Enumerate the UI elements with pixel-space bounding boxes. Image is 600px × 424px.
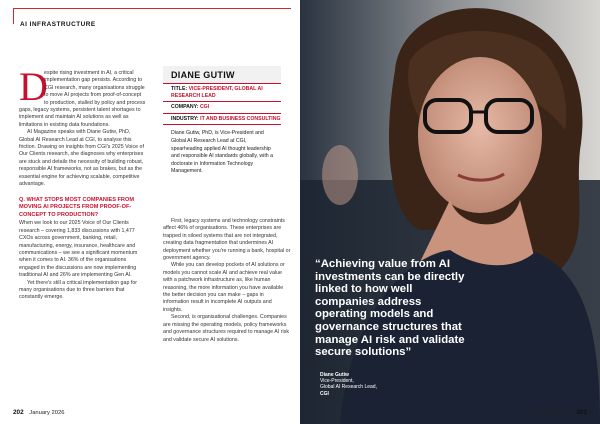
attribution-role-2: Global AI Research Lead,: [320, 384, 377, 391]
industry-label: INDUSTRY:: [171, 115, 199, 122]
folio-left: [13, 409, 64, 416]
profile-box: [163, 66, 281, 176]
site-url[interactable]: aimagazine.com: [529, 410, 572, 416]
body-paragraph-3: Second, is organisational challenges. Companies are missing the operating models, policy frameworks and governance structures required to manage AI risk and validate secure AI solutions.: [163, 314, 290, 343]
attribution-company: CGI: [320, 390, 329, 397]
body-paragraph-2: While you can develop pockets of AI solutions or models you cannot scale AI and achieve real value with a patchwork infrastructure as, like human reasoning, the more information you have available the better decision you can make – gaps in information result in incomplete AI outputs and insights.: [163, 262, 285, 313]
body-column-2: [163, 218, 291, 344]
body-paragraph-1: First, legacy systems and technology constraints affect 46% of organisations. These enterprises are trapped in siloed systems that are not integrated, creating data fragmentation that undermines AI deployment whether you're running a bank, hospital or government agency.: [163, 218, 291, 262]
folio-right: [529, 409, 587, 416]
page-number-left: 202: [13, 409, 24, 416]
portrait-illustration: [300, 0, 600, 424]
issue-date: January 2026: [29, 410, 65, 416]
section-label: AI INFRASTRUCTURE: [20, 21, 96, 28]
intro-paragraph-1: espite rising investment in AI, a critical implementation gap persists. According to CGI research, many organisations struggle to move AI projects from proof-of-concept to production, stalled by policy and process gaps, legacy systems, persistent talent shortages to implement and maintain AI solutions as well as limitations in existing data foundations.: [19, 70, 146, 128]
industry-value: IT AND BUSINESS CONSULTING: [200, 115, 281, 122]
title-value: VICE-PRESIDENT, GLOBAL AI RESEARCH LEAD: [171, 86, 263, 99]
profile-title-row: [163, 83, 281, 101]
answer-paragraph-2: Yet there's still a critical implementation gap for many organisations due to three barriers that constantly emerge.: [19, 279, 138, 301]
drop-cap: D: [19, 64, 48, 109]
portrait-photo: [300, 0, 600, 424]
intro-paragraph-2: AI Magazine speaks with Diane Gutiw, PhD, Global AI Research Lead at CGI, to analyse this friction. Drawing on insights from CGI's 2025 Voice of Our Clients research, she diagnoses why enterprises are stuck and details the necessity of building robust, responsible AI frameworks, not as brakes, but as the essential engine for achieving scalable, competitive advantage.: [19, 129, 144, 188]
answer-paragraph-1: When we look to our 2025 Voice of Our Clients research – covering 1,833 discussions with 1,477 CXOs across government, banking, retail, manufacturing, energy, insurance, healthcare and communications – we see a significant momentum when it comes to AI. 36% of the organisations engaged in the discussions are now implementing traditional AI and 26% are implementing Gen AI.: [19, 220, 138, 279]
pull-quote: “Achieving value from AI investments can be directly linked to how well companies address operating models and governance structures that manage AI risk and validate secure solutions”: [315, 258, 465, 359]
quote-attribution: [320, 372, 410, 397]
profile-name: DIANE GUTIW: [163, 66, 281, 83]
page-number-right: 203: [576, 409, 587, 416]
section-header: [13, 8, 291, 28]
question-heading: Q. WHAT STOPS MOST COMPANIES FROM MOVING AI PROJECTS FROM PROOF-OF-CONCEPT TO PRODUCTION?: [19, 196, 134, 218]
company-value: CGI: [199, 104, 210, 111]
title-label: TITLE:: [171, 86, 188, 92]
profile-company-row: [163, 101, 281, 113]
profile-bio: Diane Gutiw, PhD, is Vice-President and Global AI Research Lead at CGI, spearheading applied AI thought leadership and responsible AI standards globally, with a doctorate in Information Technology Management.: [163, 124, 281, 176]
profile-industry-row: [163, 113, 281, 125]
company-label: COMPANY:: [171, 104, 199, 111]
intro-column: [19, 64, 147, 302]
attribution-role: Vice-President,: [320, 378, 354, 385]
attribution-name: Diane Gutiw: [320, 372, 349, 378]
